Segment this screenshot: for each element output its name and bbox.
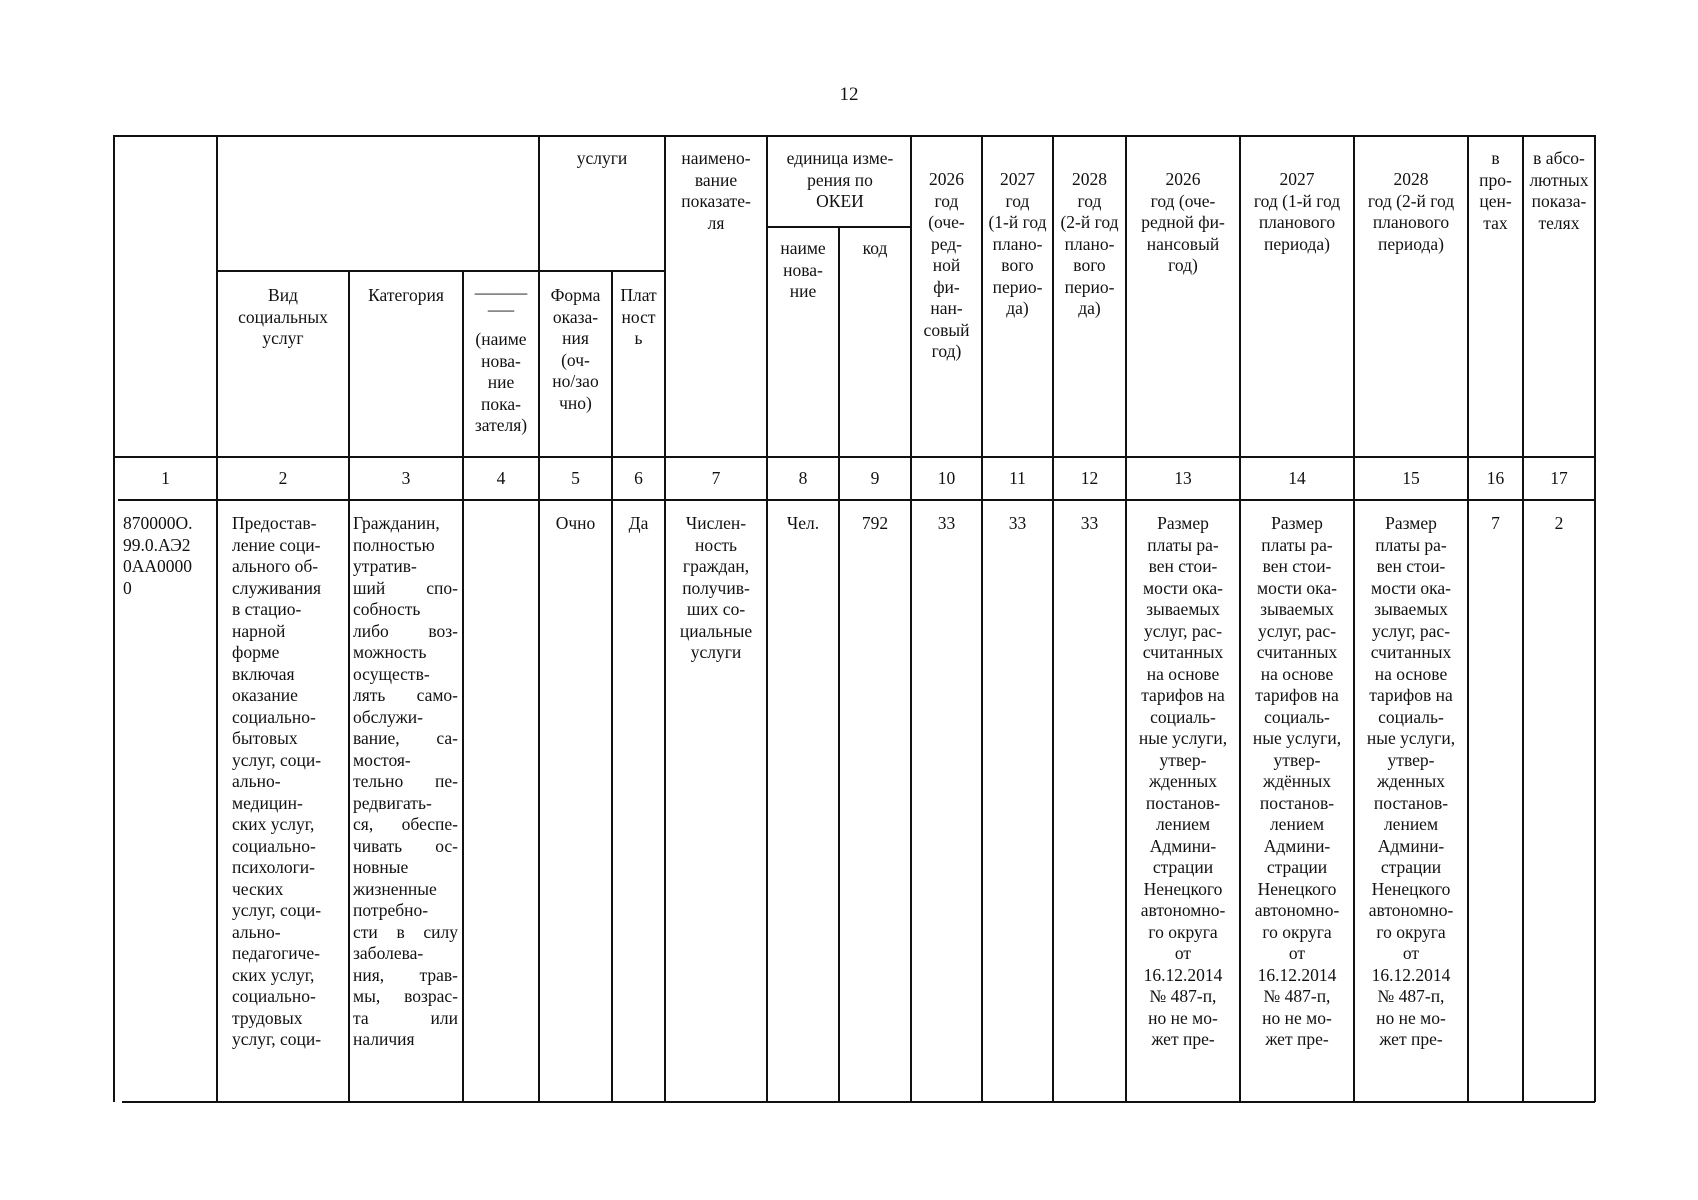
row-unit: Чел. [786,513,820,533]
table-top-border [113,135,1595,137]
table-bottom-border [122,1101,1595,1103]
page-number: 12 [839,84,859,105]
row-platnost: Да [628,513,649,533]
row-forma: Очно [555,513,596,533]
col-number-14: 14 [1288,468,1306,488]
header-forma: Форма оказа- ния (оч- но/зао чно) [550,285,601,413]
col-border-16-17 [1522,135,1524,1102]
row-percent: 7 [1491,513,1500,533]
header-price-2026: 2026 год (оче- редной фи- нансовый год) [1141,169,1225,275]
col-number-1: 1 [161,468,170,488]
header-col4-name: (наиме нова- ние пока- зателя) [474,329,528,435]
col-number-8: 8 [798,468,808,488]
header-col4-line: ______ ___ [474,276,528,313]
col-border-1-2 [216,135,218,1102]
col-number-10: 10 [937,468,956,488]
header-year-2028: 2028 год (2-й год плано- вого перио- да) [1060,169,1119,318]
col-border-right [1594,135,1596,1102]
col-number-5: 5 [571,468,580,488]
col-number-3: 3 [401,468,411,488]
header-year-2027: 2027 год (1-й год плано- вого перио- да) [988,169,1047,318]
col-number-2: 2 [278,468,288,488]
col-border-4-5 [538,135,540,1102]
col-number-9: 9 [870,468,880,488]
header-price-2028: 2028 год (2-й год планового периода) [1367,169,1455,254]
row-okei-code: 792 [861,513,889,533]
header-unit-name: наиме нова- ние [780,238,826,301]
row-service-type: Предостав- ление соци- ального об- служивания в стацио- нарной форме включая оказание социально- бытовых услуг, соци- ально- медицин- ских услуг, социально- психологи- ческих услуг, соци- ально- педагогиче- ских услуг, социально- трудовых услуг, соци- [232,513,322,1049]
header-vid: Вид социальных услуг [238,285,328,348]
row-category: Гражданин, полностью утратив- ший спо- собность либо воз- можность осуществ- лять само- обслужи- вание, са- мостоя- тельно пе- редвигать- ся, обеспе- чивать ос- новные жизненные потребно- сти в силу заболева- ния, трав- мы, возрас- та или наличия [353,513,458,1049]
header-indicator-name: наимено- вание показате- ля [681,148,751,233]
col-border-8-9 [838,226,840,1102]
col-number-6: 6 [634,468,643,488]
row-absolute: 2 [1554,513,1564,533]
header-year-2026: 2026 год (оче- ред- ной фи- нан- совый год) [923,169,970,361]
col-border-2-3 [348,270,350,1102]
row-price-2026: Размер платы ра- вен стои- мости ока- зываемых услуг, рас- считанных на основе тарифов на социаль- ные услуги, утвер- жденных постанов- лением Админи- страции Ненецкого автономно- го округа от 16.12.2014 № 487-п, но не мо- жет пре- [1138,513,1228,1049]
col-number-16: 16 [1486,468,1505,488]
header-divider-uslugi [216,270,664,272]
row-price-2028: Размер платы ра- вен стои- мости ока- зываемых услуг, рас- считанных на основе тарифов на социаль- ные услуги, утвер- жденных постанов- лением Админи- страции Ненецкого автономно- го округа от 16.12.2014 № 487-п, но не мо- жет пре- [1366,513,1456,1049]
row-price-2027: Размер платы ра- вен стои- мости ока- зываемых услуг, рас- считанных на основе тарифов на социаль- ные услуги, утвер- ждённых постанов- лением Админи- страции Ненецкого автономно- го округа от 16.12.2014 № 487-п, но не мо- жет пре- [1252,513,1342,1049]
col-number-15: 15 [1402,468,1420,488]
col-number-11: 11 [1009,468,1026,488]
header-category: Категория [368,285,444,305]
row-registry-code: 870000О. 99.0.АЭ2 0АА0000 0 [123,513,193,598]
col-numbers-bottom-border [118,499,1595,501]
col-number-12: 12 [1080,468,1099,488]
header-unit-code: код [862,238,888,258]
header-absolute: в абсо- лютных показа- телях [1529,148,1589,233]
col-border-15-16 [1467,135,1469,1102]
header-price-2027: 2027 год (1-й год планового периода) [1253,169,1341,254]
header-platnost: Плат ност ь [620,285,657,348]
row-value-2027: 33 [1008,513,1027,533]
col-number-7: 7 [711,468,721,488]
col-number-4: 4 [496,468,506,488]
header-uslugi: услуги [576,148,628,168]
row-value-2028: 33 [1080,513,1099,533]
row-value-2026: 33 [937,513,956,533]
col-numbers-top-border [113,456,1595,458]
col-border-left [113,135,115,1102]
header-percent: в про- цен- тах [1479,148,1512,233]
row-indicator: Числен- ность граждан, получив- ших со- циальные услуги [679,513,753,662]
col-number-17: 17 [1550,468,1568,488]
col-border-5-6 [611,270,613,1102]
col-number-13: 13 [1174,468,1192,488]
header-unit-okei: единица изме- рения по ОКЕИ [786,148,894,211]
